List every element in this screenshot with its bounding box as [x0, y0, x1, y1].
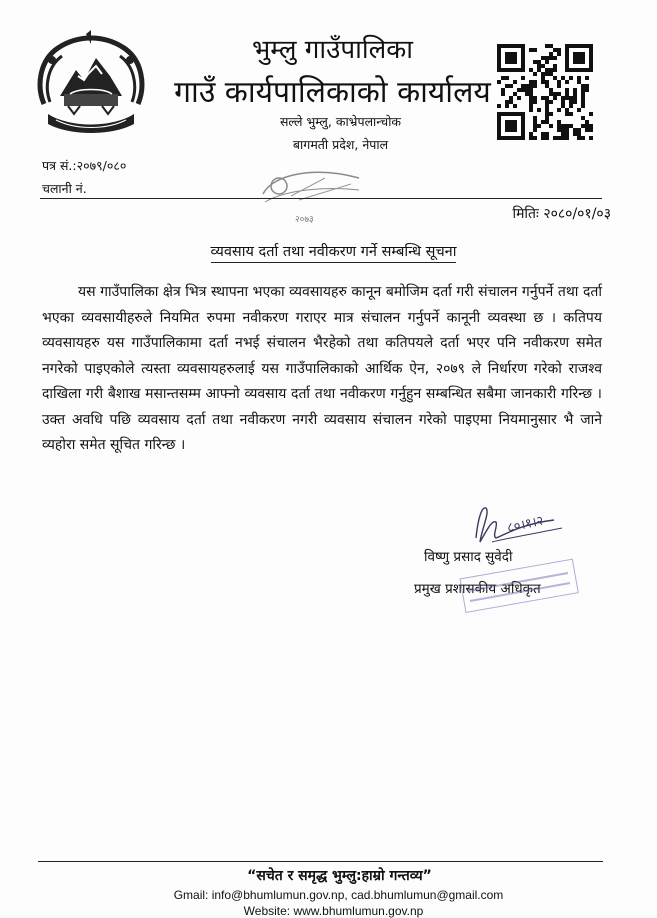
subject-heading [0, 241, 657, 261]
header-divider [40, 198, 602, 199]
office-name: गाउँ कार्यपालिकाको कार्यालय [174, 75, 491, 110]
subject-text: व्यवसाय दर्ता तथा नवीकरण गर्ने सम्बन्धि सूचना [211, 244, 457, 263]
footer-website: Website: www.bhumlumun.gov.np [243, 904, 424, 918]
name-stamp-icon [448, 555, 588, 615]
signatory-name: विष्णु प्रसाद सुवेदी [424, 549, 513, 565]
footer-divider [38, 861, 603, 862]
signature-icon [462, 498, 572, 553]
office-stamp-icon [255, 160, 365, 230]
notice-body: यस गाउँपालिका क्षेत्र भित्र स्थापना भएका व्यवसायहरु कानून बमोजिम दर्ता गरी संचालन गर्नुपर्ने तथा दर्ता भएका व्यवसायीहरुले नियमित रुपमा नवीकरण गराएर मात्र संचालन गर्नुपर्ने कानूनी व्यवस्था छ । कतिपय व्यवसायहरु यस गाउँपालिकामा दर्ता नभई संचालन भैरहेको तथा कतिपयले दर्ता भएर पनि नवीकरण समेत नगरेको पाइएकोले त्यस्ता व्यवसायहरुलाई यस गाउँपालिकाको आर्थिक ऐन, २०७९ ले निर्धारण गरेको राजश्व दाखिला गरी बैशाख मसान्तसम्म आफ्नो व्यवसाय दर्ता तथा नवीकरण गर्नुहुन सम्बन्धित सबैमा जानकारी गरिन्छ । उक्त अवधि पछि व्यवसाय दर्ता तथा नवीकरण नगरी व्यवसाय संचालन गरेको पाइएमा नियमानुसार भै जाने व्यहोरा समेत सूचित गरिन्छ । [42, 284, 602, 453]
letter-number: पत्र सं.:२०७९/०८० [42, 158, 127, 173]
municipality-name: भुम्लु गाउँपालिका [252, 35, 413, 65]
dispatch-number: चलानी नं. [42, 181, 87, 196]
svg-text:८०।१।२: ८०।१।२ [505, 513, 545, 536]
address-line-2: बागमती प्रदेश, नेपाल [292, 137, 389, 152]
svg-text:२०७३: २०७३ [295, 215, 314, 225]
footer-email: Gmail: info@bhumlumun.gov.np, cad.bhumlumun@gmail.com [173, 888, 504, 902]
address-line-1: सल्ले भुम्लु, काभ्रेपलान्चोक [279, 114, 402, 129]
footer-slogan: “सचेत र समृद्ध भुम्लु:हाम्रो गन्तव्य” [247, 868, 432, 884]
signatory-title: प्रमुख प्रशासकीय अधिकृत [414, 581, 541, 597]
date: मितिः २०८०/०१/०३ [512, 206, 611, 222]
